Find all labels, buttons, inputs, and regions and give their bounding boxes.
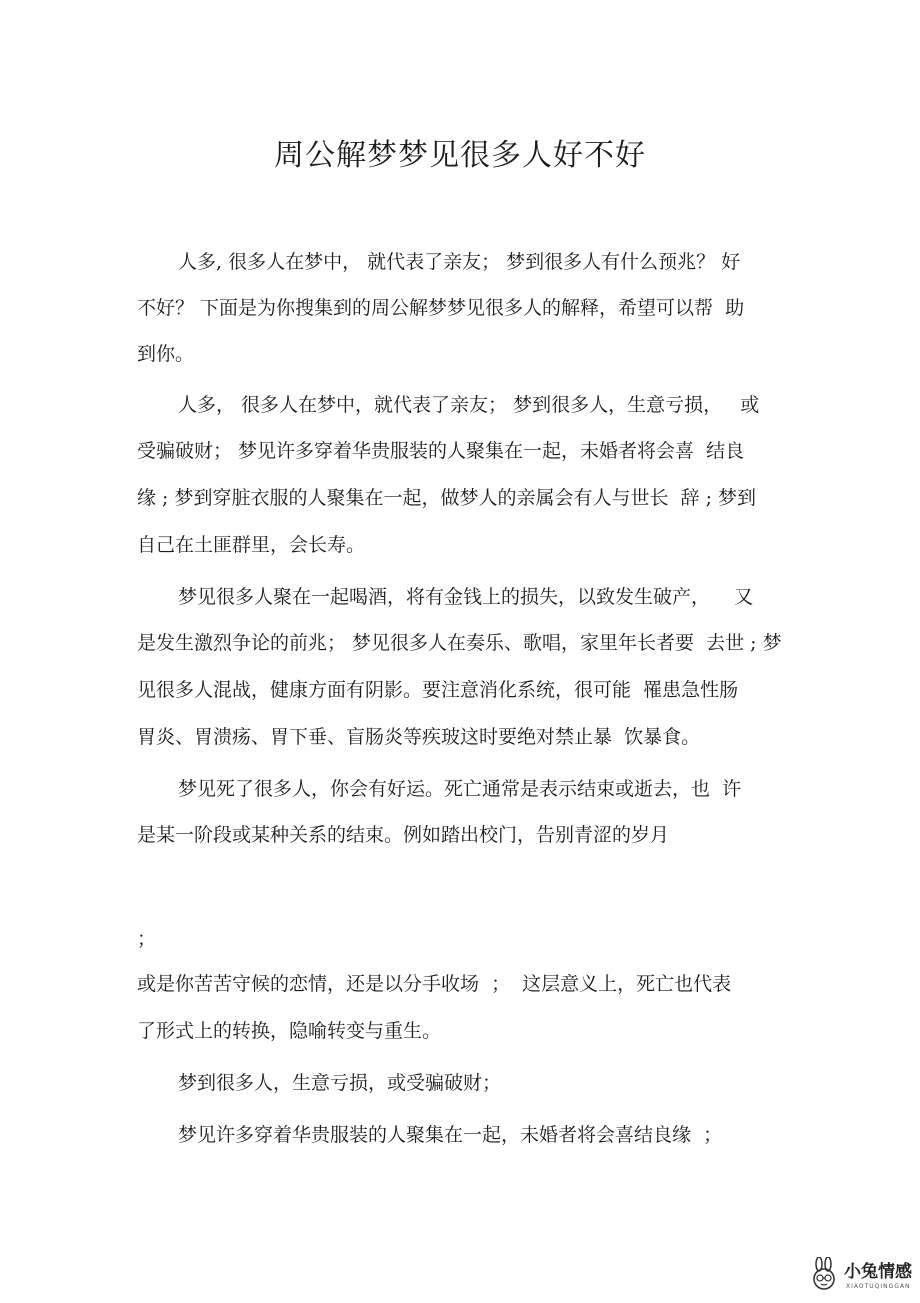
paragraph-line: 是某一阶段或某种关系的结束。例如踏出校门，告别青涩的岁月 (137, 824, 670, 846)
paragraph-line: 不好？ 下面是为你搜集到的周公解梦梦见很多人的解释，希望可以帮 助 (137, 297, 745, 319)
paragraph-line: 人多, 很多人在梦中， 就代表了亲友； 梦到很多人有什么预兆？ 好 (178, 251, 741, 273)
document-title: 周公解梦梦见很多人好不好 (274, 138, 646, 173)
paragraph-line: 自己在土匪群里，会长寿。 (137, 534, 366, 556)
paragraph-line: 人多， 很多人在梦中，就代表了亲友； 梦到很多人，生意亏损， 或 (178, 394, 760, 416)
watermark-brand: 小兔情感 (844, 1262, 912, 1282)
paragraph-line: 缘 ; 梦到穿脏衣服的人聚集在一起，做梦人的亲属会有人与世长 辞 ; 梦到 (137, 487, 757, 509)
paragraph-line: ； (137, 928, 157, 950)
paragraph-line: 到你。 (137, 343, 195, 365)
paragraph-line: 梦到很多人，生意亏损，或受骗破财； (178, 1072, 502, 1094)
paragraph-line: 了形式上的转换，隐喻转变与重生。 (137, 1020, 442, 1042)
paragraph-line: 受骗破财； 梦见许多穿着华贵服装的人聚集在一起，未婚者将会喜 结良 (137, 440, 745, 462)
paragraph-line: 梦见死了很多人，你会有好运。死亡通常是表示结束或逝去，也 许 (178, 778, 742, 800)
paragraph-line: 胃炎、胃溃疡、胃下垂、盲肠炎等疾玻这时要绝对禁止暴 饮暴食。 (137, 726, 701, 748)
paragraph-line: 是发生激烈争论的前兆； 梦见很多人在奏乐、歌唱，家里年长者要 去世 ; 梦 (137, 632, 782, 654)
paragraph-line: 梦见很多人聚在一起喝酒，将有金钱上的损失，以致发生破产， 又 (178, 586, 754, 608)
watermark-subtext: XIAOTUQINGGAN (846, 1283, 911, 1290)
paragraph-line: 梦见许多穿着华贵服装的人聚集在一起，未婚者将会喜结良缘 ； (178, 1124, 723, 1146)
paragraph-line: 见很多人混战，健康方面有阴影。要注意消化系统，很可能 罹患急性肠 (137, 679, 739, 701)
rabbit-logo-icon (806, 1257, 842, 1293)
watermark (806, 1255, 914, 1297)
paragraph-line: 或是你苦苦守候的恋情，还是以分手收场 ； 这层意义上，死亡也代表 (137, 973, 732, 995)
